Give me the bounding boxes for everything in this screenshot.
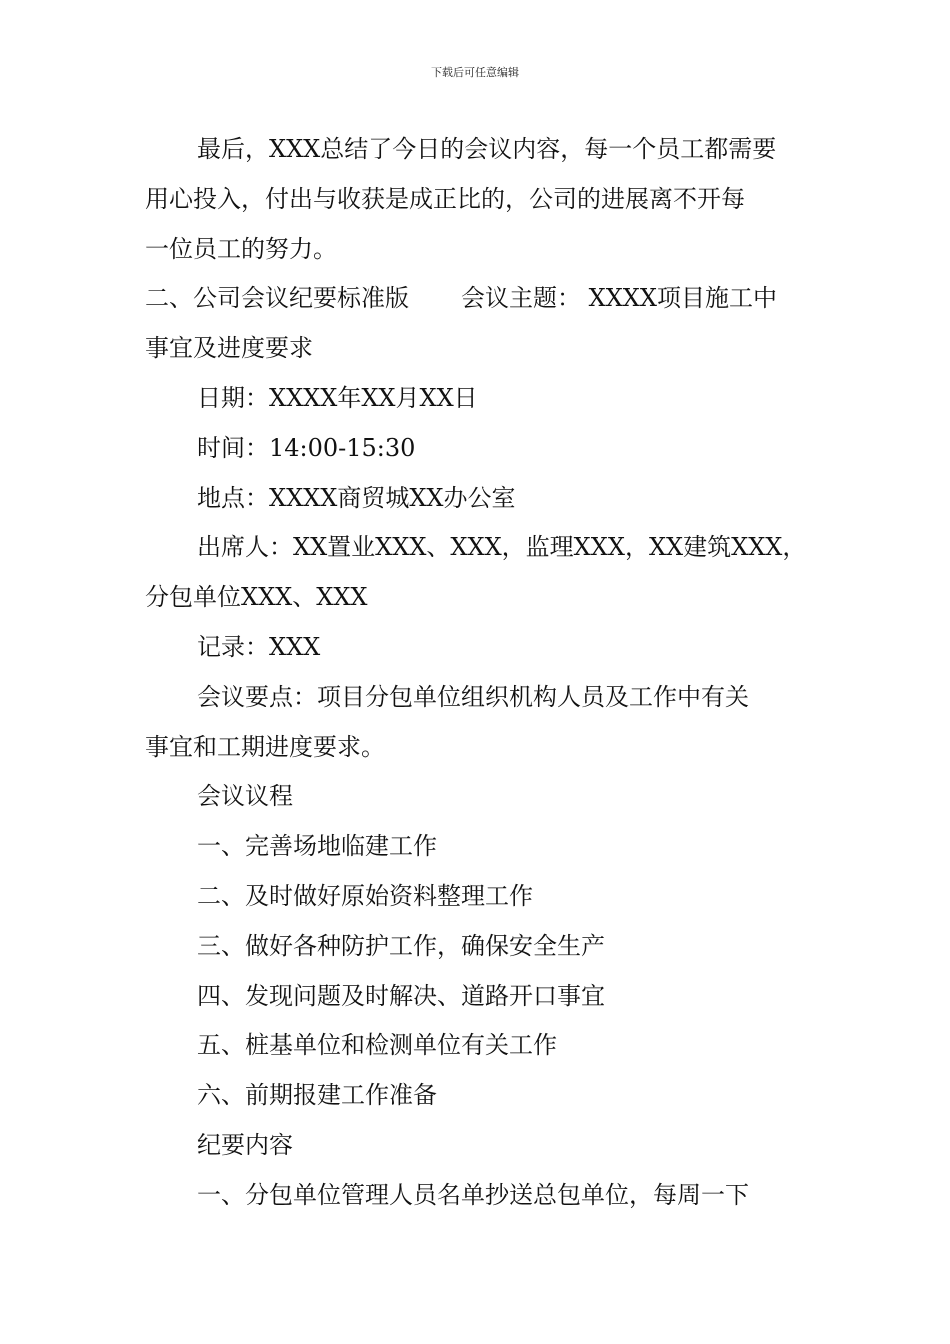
meeting-attendees: 出席人：XX置业XXX、XXX，监理XXX，XX建筑XXX， xyxy=(197,533,807,562)
meeting-recorder: 记录：XXX xyxy=(197,632,321,661)
paragraph-line: 事宜及进度要求 xyxy=(145,334,313,363)
document-body xyxy=(145,125,810,1221)
agenda-item: 五、桩基单位和检测单位有关工作 xyxy=(197,1031,557,1060)
meeting-time: 时间：14:00-15:30 xyxy=(197,433,416,462)
page-header-note: 下载后可任意编辑 xyxy=(431,66,519,79)
paragraph-line: 事宜和工期进度要求。 xyxy=(145,732,385,761)
meeting-key-points: 会议要点：项目分包单位组织机构人员及工作中有关 xyxy=(197,682,749,711)
agenda-item: 四、发现问题及时解决、道路开口事宜 xyxy=(197,981,605,1010)
agenda-item: 一、完善场地临建工作 xyxy=(197,832,437,861)
paragraph-line: 用心投入，付出与收获是成正比的，公司的进展离不开每 xyxy=(145,184,745,213)
paragraph-line: 分包单位XXX、XXX xyxy=(145,583,368,612)
section-heading-line xyxy=(145,274,810,324)
minutes-item: 一、分包单位管理人员名单抄送总包单位，每周一下 xyxy=(197,1180,749,1209)
agenda-heading: 会议议程 xyxy=(197,782,293,811)
section-heading: 二、公司会议纪要标准版 xyxy=(145,284,409,313)
meeting-topic: 会议主题： XXXX项目施工中 xyxy=(461,284,777,313)
paragraph-line: 一位员工的努力。 xyxy=(145,234,337,263)
minutes-heading: 纪要内容 xyxy=(197,1130,293,1159)
agenda-item: 二、及时做好原始资料整理工作 xyxy=(197,881,533,910)
agenda-item: 六、前期报建工作准备 xyxy=(197,1081,437,1110)
paragraph-line: 最后，XXX总结了今日的会议内容，每一个员工都需要 xyxy=(197,135,777,163)
meeting-date: 日期：XXXX年XX月XX日 xyxy=(197,383,478,412)
meeting-location: 地点：XXXX商贸城XX办公室 xyxy=(197,483,516,512)
agenda-item: 三、做好各种防护工作，确保安全生产 xyxy=(197,931,605,960)
